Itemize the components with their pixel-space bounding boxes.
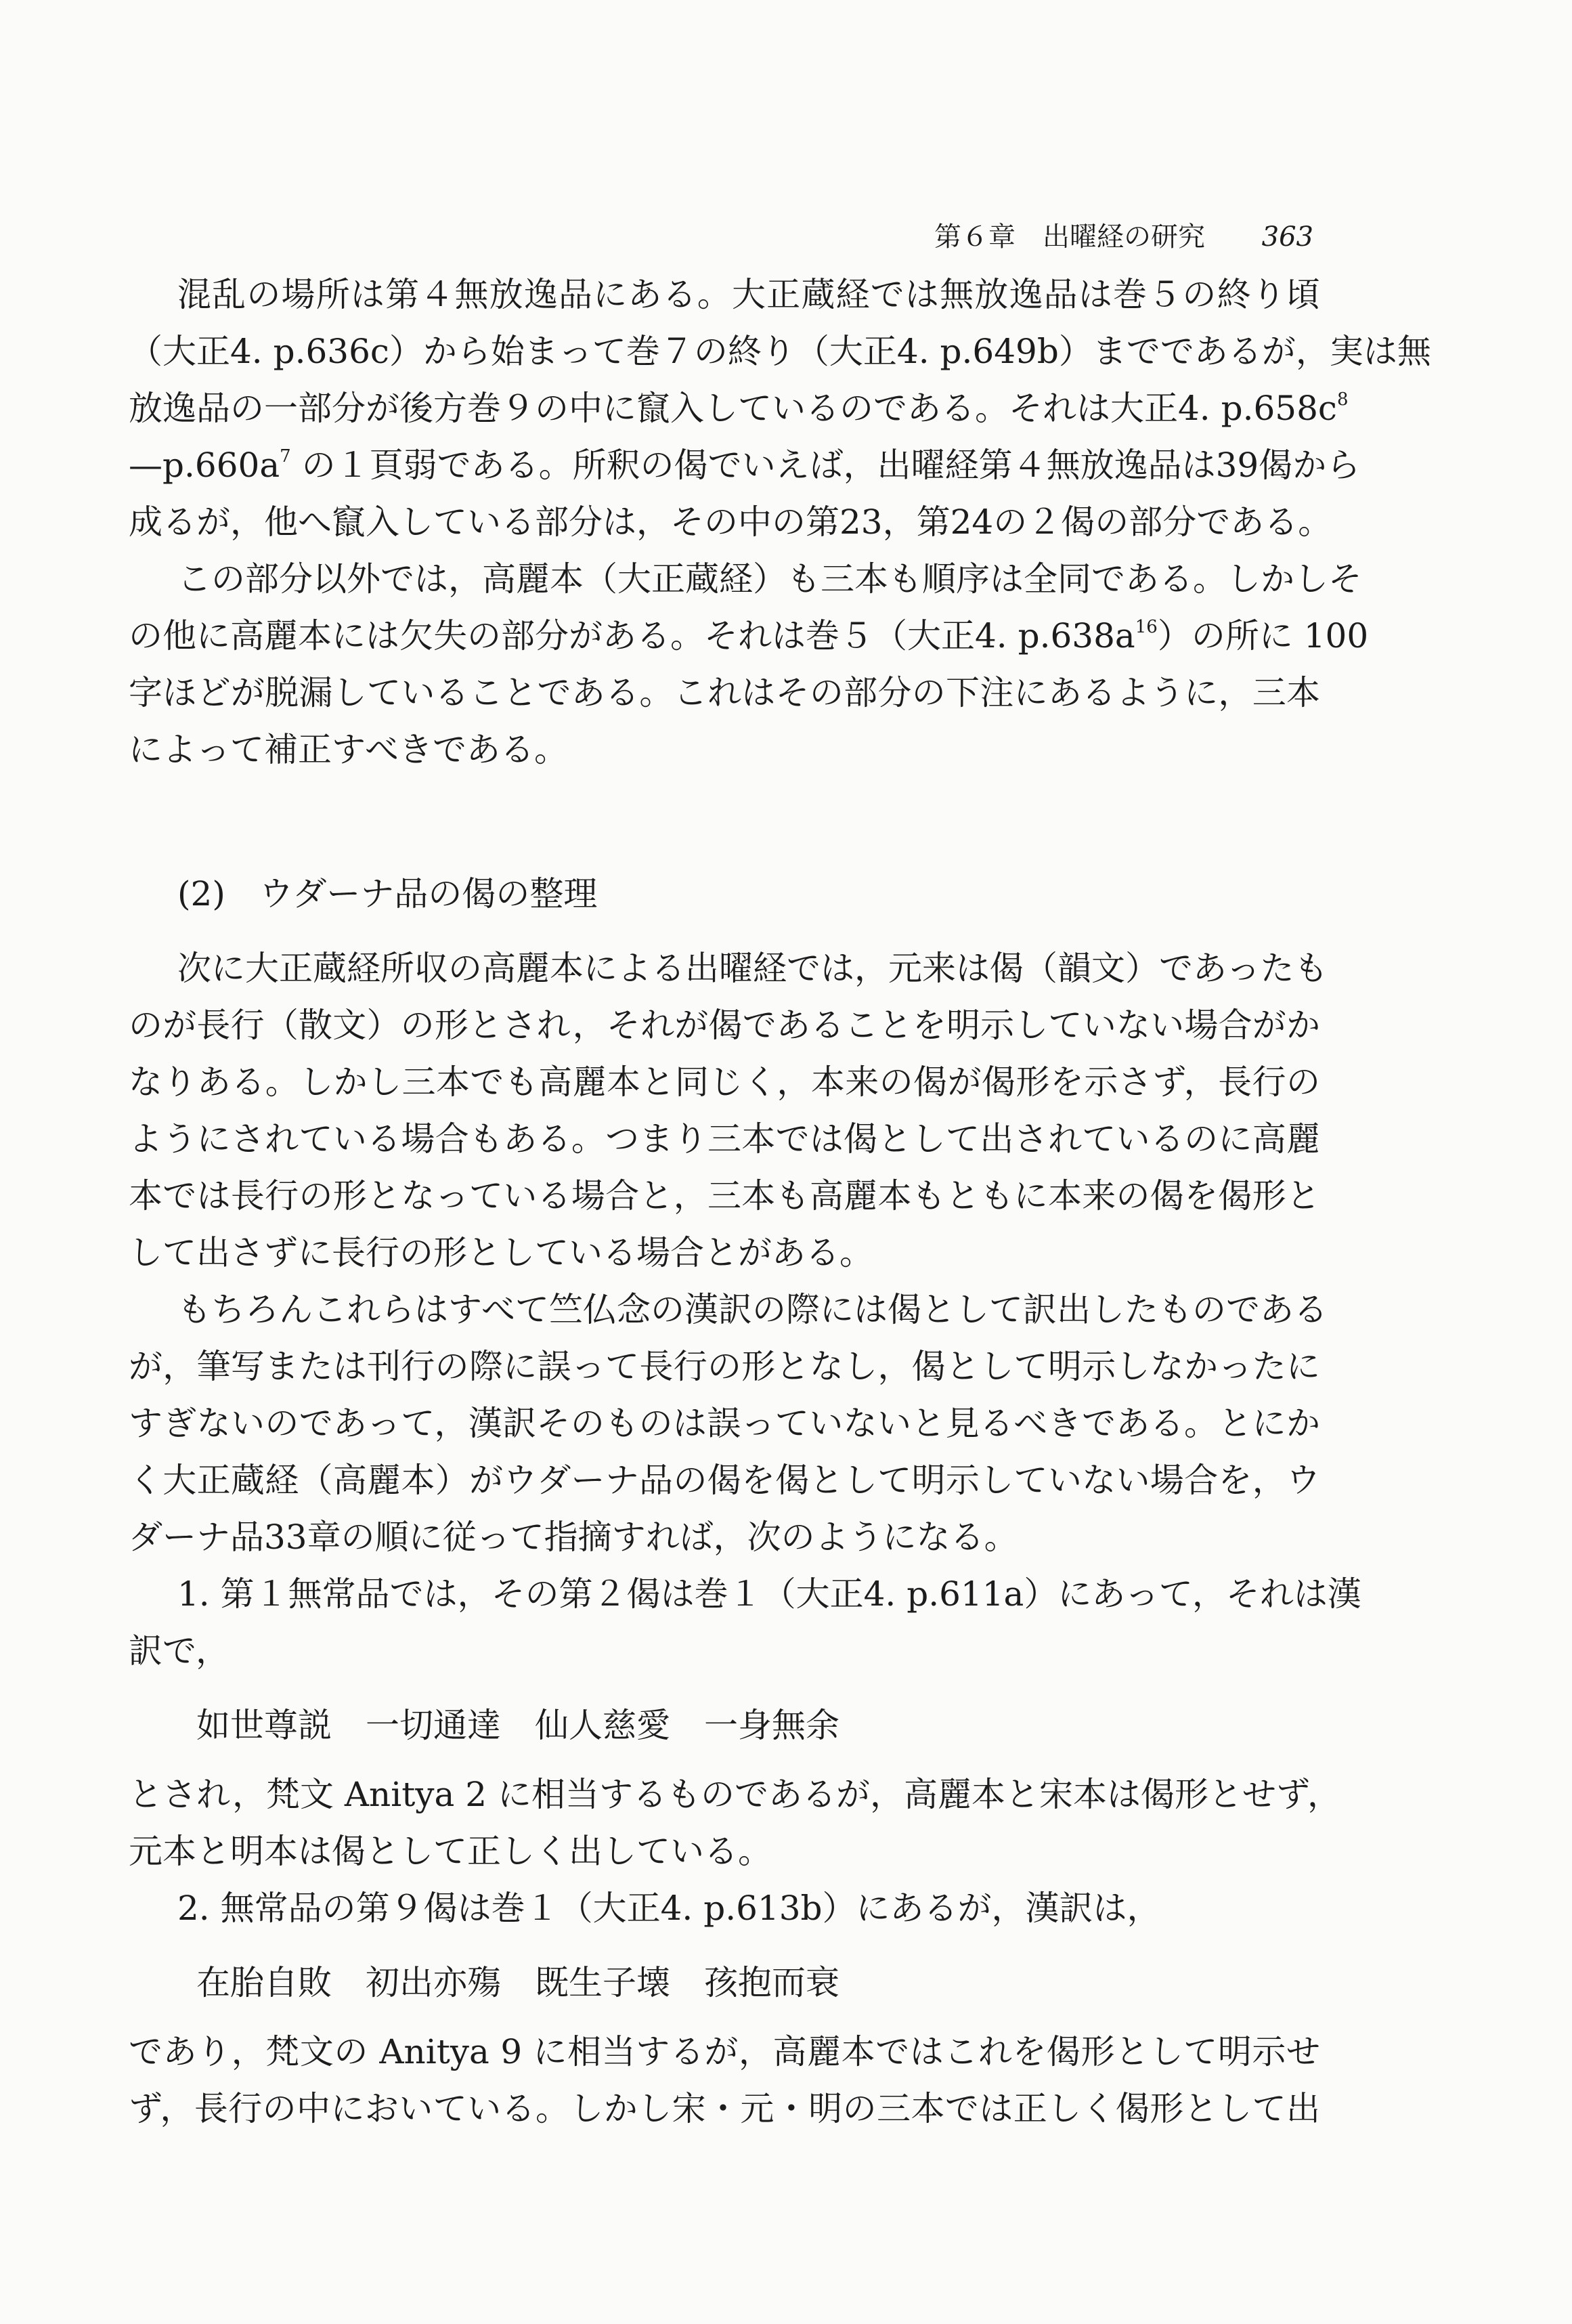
text-line: く大正蔵経（高麗本）がウダーナ品の偈を偈として明示していない場合を，ウ — [129, 1461, 1320, 1500]
text-line: この部分以外では，高麗本（大正蔵経）も三本も順序は全同である。しかしそ — [177, 559, 1362, 599]
text-line: ダーナ品33章の順に従って指摘すれば，次のようになる。 — [129, 1518, 1018, 1557]
text-line: 元本と明本は偈として正しく出している。 — [129, 1832, 772, 1871]
text-line: 訳で， — [129, 1631, 230, 1671]
text-line: 本では長行の形となっている場合と，三本も高麗本もともに本来の偈を偈形と — [129, 1176, 1320, 1215]
text-line: の他に高麗本には欠失の部分がある。それは巻５（大正4. $p.638a^{16}$）の所に 100 — [129, 616, 1369, 655]
text-line: 字ほどが脱漏していることである。これはその部分の下注にあるように，三本 — [129, 673, 1320, 712]
text-line: であり，梵文の Anitya 9 に相当するが，高麗本ではこれを偈形として明示せ — [129, 2032, 1320, 2071]
text-line: ず，長行の中においている。しかし宋・元・明の三本では正しく偈形として出 — [129, 2089, 1320, 2128]
text-line: 混乱の場所は第４無放逸品にある。大正蔵経では無放逸品は巻５の終り頃 — [177, 275, 1320, 314]
text-line: 成るが，他へ竄入している部分は，その中の第23，第24の２偈の部分である。 — [129, 502, 1332, 542]
verse-quote: 在胎自敗 初出亦殤 既生子壊 孩抱而衰 — [196, 1963, 839, 2002]
text-line: によって補正すべきである。 — [129, 730, 568, 769]
verse-quote: 如世尊説 一切通達 仙人慈愛 一身無余 — [196, 1706, 839, 1745]
superscript: 8 — [1336, 389, 1349, 410]
superscript: 16 — [1135, 617, 1158, 637]
text-line: とされ，梵文 Anitya 2 に相当するものであるが，高麗本と宋本は偈形とせず， — [129, 1775, 1341, 1814]
running-header — [934, 215, 1313, 254]
text-line: して出さずに長行の形としている場合とがある。 — [129, 1233, 873, 1272]
text-line: すぎないのであって，漢訳そのものは誤っていないと見るべきである。とにか — [129, 1404, 1320, 1443]
text-line: もちろんこれらはすべて竺仏念の漢訳の際には偈として訳出したものである — [177, 1290, 1328, 1329]
text-line: 2. 無常品の第９偈は巻１（大正4. p.613b）にあるが，漢訳は， — [177, 1889, 1161, 1928]
text-line: $—p.660a^7$ の１頁弱である。所釈の偈でいえば，出曜経第４無放逸品は39偈から — [129, 446, 1361, 485]
text-line: 1. 第１無常品では，その第２偈は巻１（大正4. p.611a）にあって，それは漢 — [177, 1574, 1361, 1614]
page-number: 363 — [1261, 221, 1313, 253]
chapter-title: 第６章 出曜経の研究 — [934, 221, 1205, 253]
text-line: 次に大正蔵経所収の高麗本による出曜経では，元来は偈（韻文）であったも — [177, 949, 1328, 988]
text-line: が，筆写または刊行の際に誤って長行の形となし，偈として明示しなかったに — [129, 1347, 1320, 1386]
text-line: のが長行（散文）の形とされ，それが偈であることを明示していない場合がか — [129, 1006, 1320, 1045]
text-line: 放逸品の一部分が後方巻９の中に竄入しているのである。それは大正4. $p.658c^8$ — [129, 389, 1349, 428]
text-line: ようにされている場合もある。つまり三本では偈として出されているのに高麗 — [129, 1119, 1320, 1159]
superscript: 7 — [280, 446, 291, 467]
text-line: （大正4. p.636c）から始まって巻７の終り（大正4. p.649b）までであるが，実は無 — [129, 332, 1431, 371]
section-heading: (2) ウダーナ品の偈の整理 — [177, 874, 598, 913]
text-line: なりある。しかし三本でも高麗本と同じく，本来の偈が偈形を示さず，長行の — [129, 1062, 1320, 1102]
